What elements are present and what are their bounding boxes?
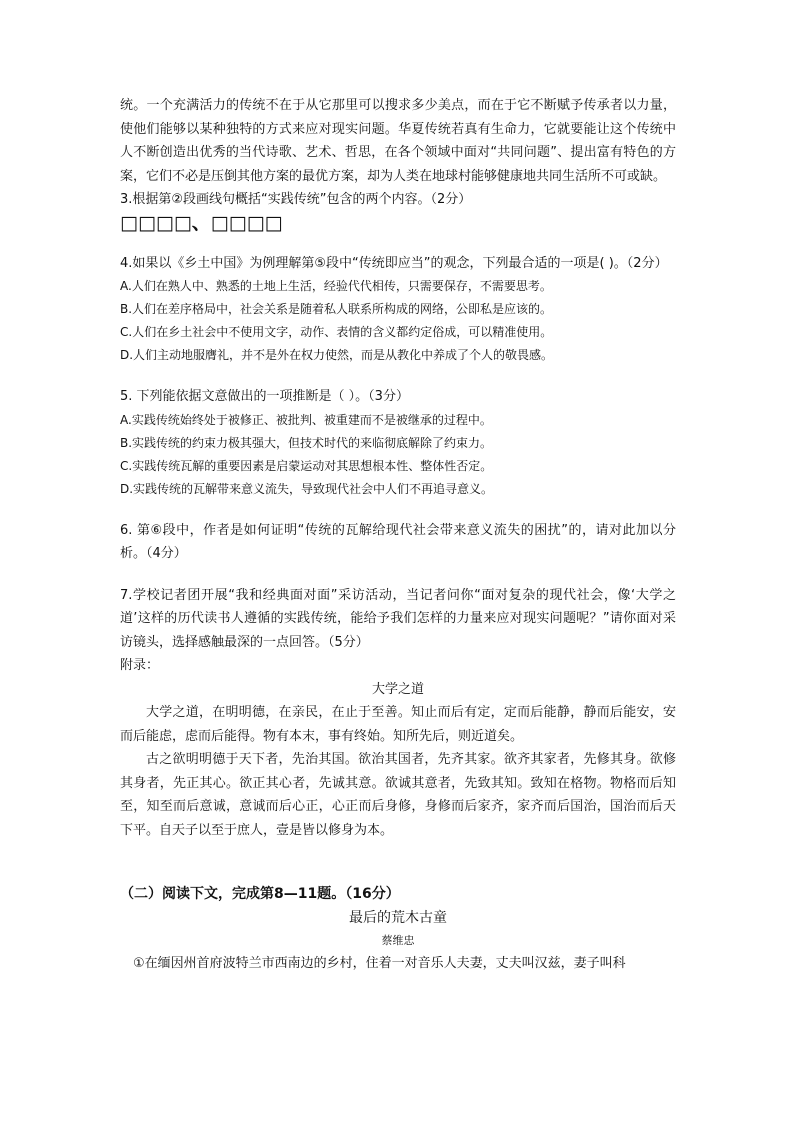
appendix-paragraph-1: 大学之道，在明明德，在亲民，在止于至善。知止而后有定，定而后能静，静而后能安，安而后能虑，虑而后能得。物有本末，事有终始。知所先后，则近道矣。: [120, 705, 676, 744]
question-3-answer-boxes: □□□□、□□□□: [120, 211, 283, 234]
appendix-label: 附录：: [120, 658, 160, 673]
question-5-option-a: A.实践传统始终处于被修正、被批判、被重建而不是被继承的过程中。: [120, 412, 492, 427]
article-title: 最后的荒木古童: [349, 910, 447, 926]
question-4-option-a: A.人们在熟人中、熟悉的土地上生活，经验代代相传，只需要保存，不需要思考。: [120, 279, 552, 293]
question-4-option-b: B.人们在差序格局中，社会关系是随着私人联系所构成的网络，公即私是应该的。: [120, 302, 553, 316]
question-5-option-c: C.实践传统瓦解的重要因素是启蒙运动对其思想根本性、整体性否定。: [120, 458, 493, 473]
exam-page: [120, 94, 676, 976]
question-4-option-c: C.人们在乡土社会中不使用文字，动作、表情的含义都约定俗成，可以精准使用。: [120, 325, 553, 339]
question-5-option-d: D.实践传统的瓦解带来意义流失，导致现代社会中人们不再追寻意义。: [120, 481, 494, 496]
intro-paragraph: 统。一个充满活力的传统不在于从它那里可以搜求多少美点，而在于它不断赋予传承者以力量，使他们能够以某种独特的方式来应对现实问题。华夏传统若真有生命力，它就要能让这个传统中人不断创造出优秀的当代诗歌、艺术、哲思，在各个领域中面对“共同问题”、提出富有特色的方案，它们不必是压倒其他方案的最优方案，却为人类在地球村能够健康地共同生活所不可或缺。: [120, 98, 676, 184]
question-3-stem: 3.根据第②段画线句概括“实践传统”包含的两个内容。（2分）: [120, 192, 472, 207]
question-6-stem: 6. 第⑥段中，作者是如何证明“传统的瓦解给现代社会带来意义流失的困扰”的，请对此加以分析。（4分）: [120, 522, 676, 561]
appendix-title: 大学之道: [371, 681, 424, 697]
question-4-stem: 4.如果以《乡土中国》为例理解第⑤段中“传统即应当”的观念，下列最合适的一项是( )。（2分）: [120, 255, 668, 271]
article-author: 蔡维忠: [381, 934, 415, 947]
question-4-option-d: D.人们主动地服膺礼，并不是外在权力使然，而是从教化中养成了个人的敬畏感。: [120, 348, 554, 362]
question-5-option-b: B.实践传统的约束力极其强大，但技术时代的来临彻底解除了约束力。: [120, 435, 493, 450]
question-7-stem: 7.学校记者团开展“我和经典面对面”采访活动，当记者问你“面对复杂的现代社会，像‘大学之道’这样的历代读书人遵循的实践传统，能给予我们怎样的力量来应对现实问题呢？”请你面对采访镜头，选择感触最深的一点回答。（5分）: [120, 587, 676, 650]
section-2-heading: （二）阅读下文，完成第8—11题。（16分）: [120, 886, 400, 902]
appendix-paragraph-2: 古之欲明明德于天下者，先治其国。欲治其国者，先齐其家。欲齐其家者，先修其身。欲修其身者，先正其心。欲正其心者，先诚其意。欲诚其意者，先致其知。致知在格物。物格而后知至，知至而后意诚，意诚而后心正，心正而后身修，身修而后家齐，家齐而后国治，国治而后天下平。自天子以至于庶人，壹是皆以修身为本。: [120, 752, 676, 838]
question-5-stem: 5. 下列能依据文意做出的一项推断是（ ）。（3分）: [120, 389, 409, 404]
article-first-paragraph: ①在缅因州首府波特兰市西南边的乡村，住着一对音乐人夫妻，丈夫叫汉兹，妻子叫科: [133, 956, 626, 971]
